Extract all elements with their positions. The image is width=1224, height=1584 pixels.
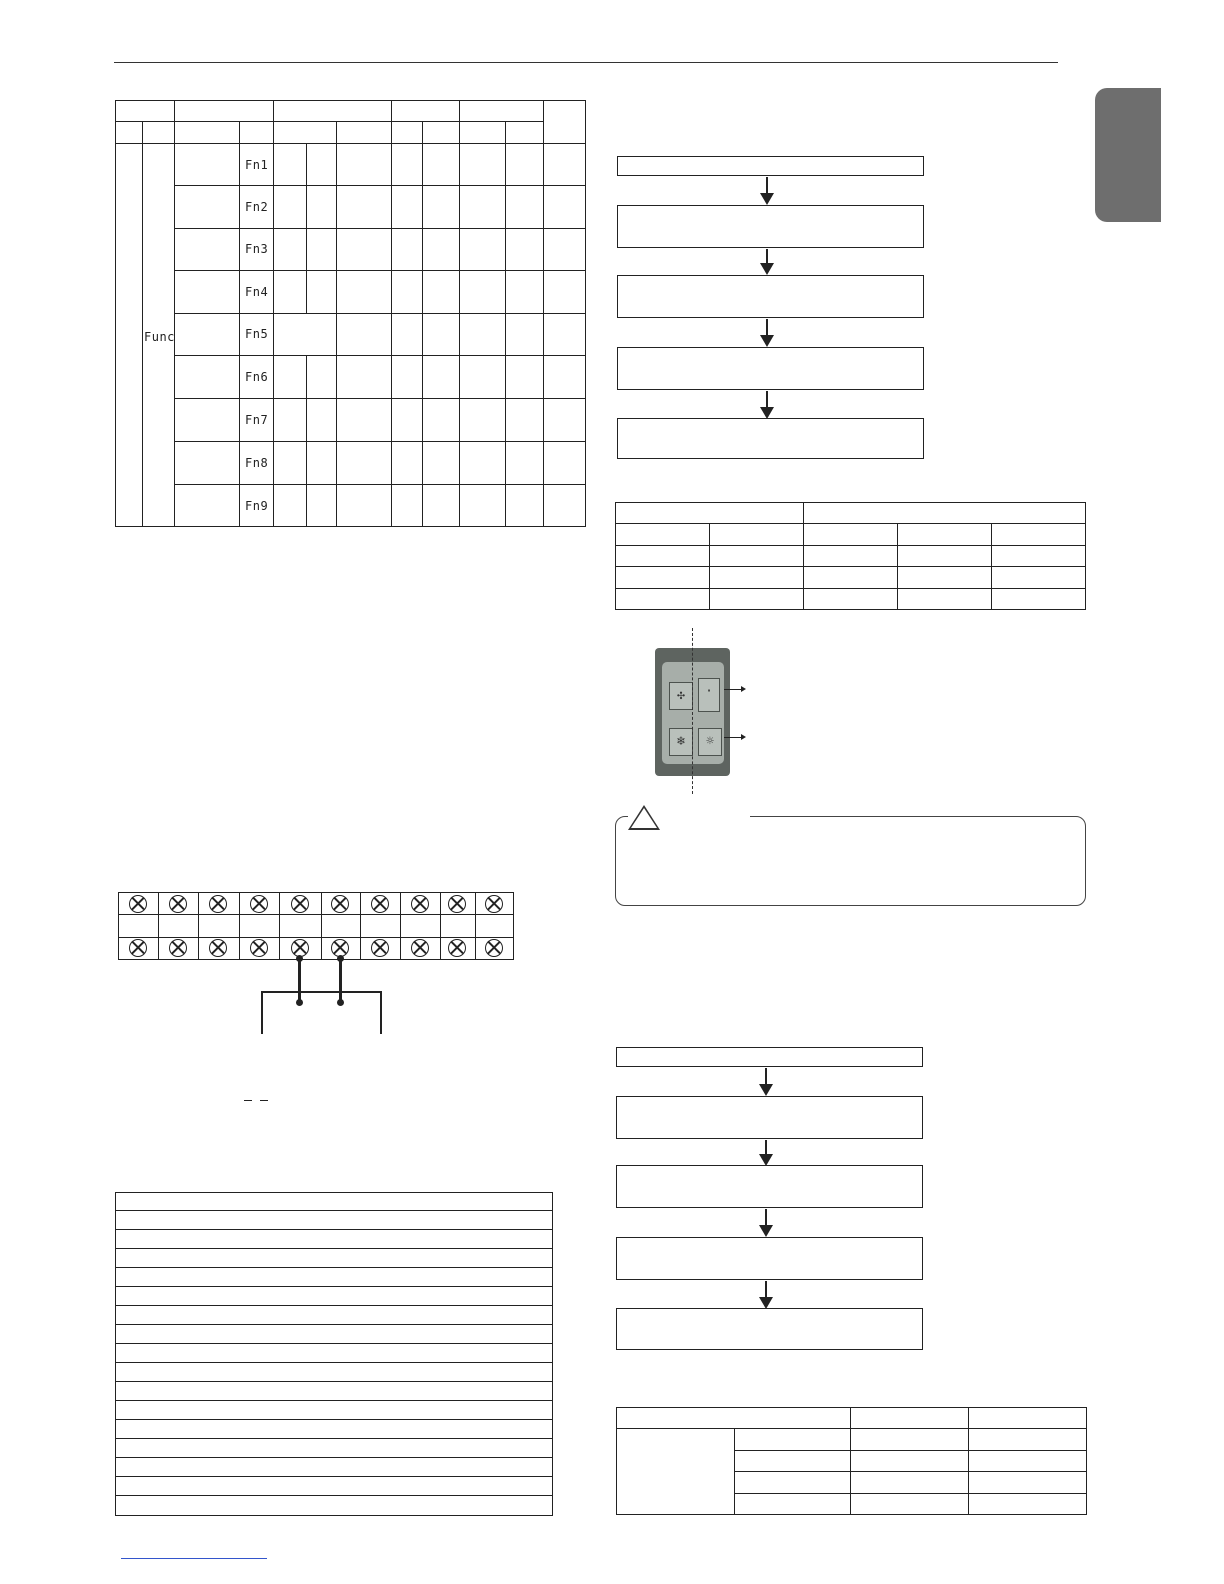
callout-arrow <box>724 737 743 738</box>
flow-step-3 <box>616 1165 923 1208</box>
footer-link-underline[interactable] <box>121 1558 267 1559</box>
terminal-icon <box>250 895 268 913</box>
callout-arrow <box>724 689 743 690</box>
terminal-icon <box>169 939 187 957</box>
func-group-label: Func <box>144 330 175 344</box>
terminal-icon <box>485 895 503 913</box>
flow-step-2 <box>616 1096 923 1139</box>
terminal-icon <box>209 939 227 957</box>
sun-icon: ☼ <box>698 728 722 756</box>
flow-step-1 <box>616 1047 923 1067</box>
terminal-icon <box>209 895 227 913</box>
terminal-icon <box>448 939 466 957</box>
header-rule <box>114 62 1058 63</box>
terminal-icon <box>371 895 389 913</box>
func-code-1: Fn1 <box>245 158 269 172</box>
terminal-icon <box>129 895 147 913</box>
func-code-3: Fn3 <box>245 242 269 256</box>
mode-key-icon: · <box>698 678 720 712</box>
fan-icon: ✣ <box>669 682 693 710</box>
terminal-icon <box>411 895 429 913</box>
terminal-icon <box>331 895 349 913</box>
flow-step-4 <box>616 1237 923 1280</box>
func-code-5: Fn5 <box>245 327 269 341</box>
flow-step-4 <box>617 347 924 390</box>
flow-arrow <box>765 1281 767 1307</box>
wire-junction <box>337 999 344 1006</box>
center-guide-line <box>692 628 693 794</box>
func-code-9: Fn9 <box>245 499 269 513</box>
flow-arrow <box>766 391 768 417</box>
flow-arrow <box>765 1209 767 1235</box>
terminal-icon <box>371 939 389 957</box>
func-code-4: Fn4 <box>245 285 269 299</box>
flow-step-2 <box>617 205 924 248</box>
func-code-8: Fn8 <box>245 456 269 470</box>
flow-arrow <box>766 319 768 345</box>
func-code-2: Fn2 <box>245 200 269 214</box>
flow-step-5 <box>616 1308 923 1350</box>
terminal-icon <box>485 939 503 957</box>
terminal-icon <box>169 895 187 913</box>
flow-arrow <box>765 1140 767 1164</box>
flow-arrow <box>765 1068 767 1094</box>
terminal-icon <box>448 895 466 913</box>
terminal-icon <box>291 895 309 913</box>
wire-junction <box>296 999 303 1006</box>
language-tab <box>1095 88 1161 222</box>
flow-arrow <box>766 177 768 203</box>
terminal-icon <box>250 939 268 957</box>
snowflake-icon: ❄ <box>669 728 693 756</box>
flow-arrow <box>766 249 768 273</box>
func-code-7: Fn7 <box>245 413 269 427</box>
terminal-icon <box>411 939 429 957</box>
terminal-icon <box>129 939 147 957</box>
flow-step-3 <box>617 275 924 318</box>
flow-step-1 <box>617 156 924 176</box>
func-code-6: Fn6 <box>245 370 269 384</box>
flow-step-5 <box>617 418 924 459</box>
